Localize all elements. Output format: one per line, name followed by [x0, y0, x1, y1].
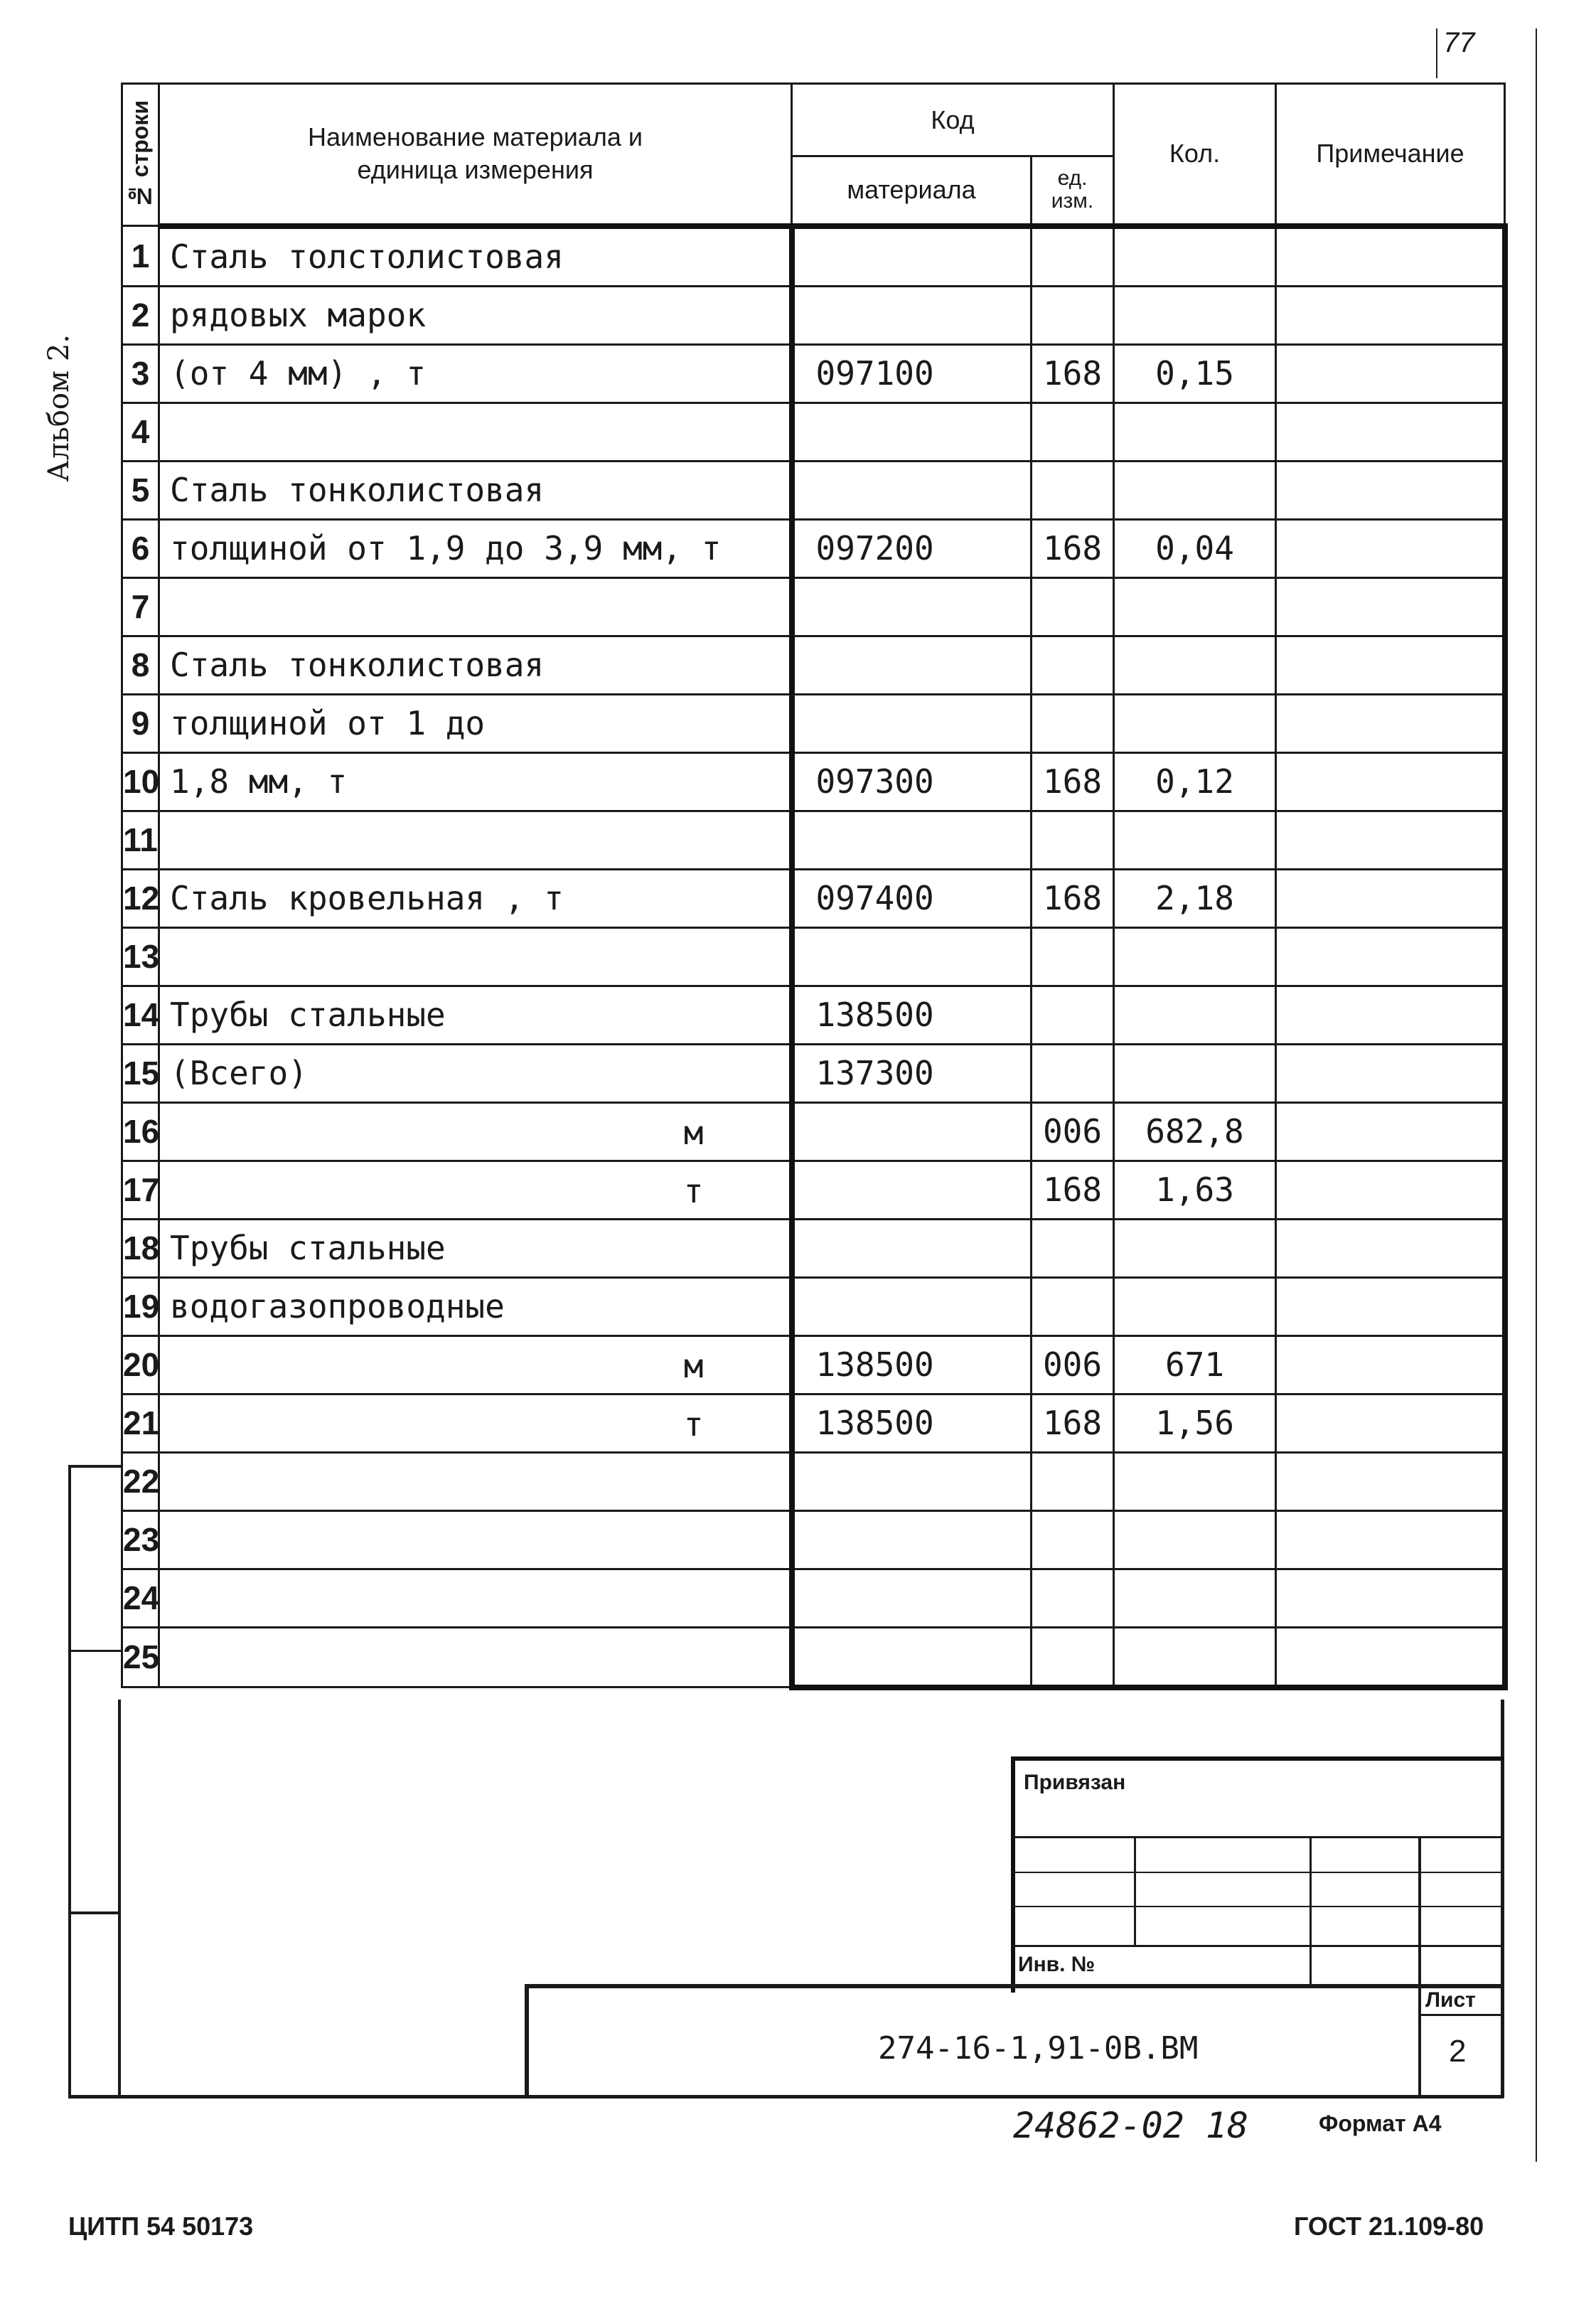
- note: [1276, 1452, 1505, 1510]
- row-number: 6: [122, 519, 159, 577]
- row-number: 15: [122, 1044, 159, 1102]
- material-name: Трубы стальные: [159, 986, 792, 1044]
- material-code: 097200: [792, 519, 1032, 577]
- material-name: Сталь тонколистовая: [159, 461, 792, 519]
- row-number: 10: [122, 752, 159, 811]
- row-number: 3: [122, 344, 159, 402]
- material-code: 097400: [792, 869, 1032, 927]
- unit-code: 168: [1032, 752, 1114, 811]
- stamp-line-3: [1011, 1906, 1504, 1907]
- unit-code: [1032, 986, 1114, 1044]
- table-row: [122, 1277, 1505, 1335]
- unit-code: 006: [1032, 1102, 1114, 1161]
- note: [1276, 811, 1505, 869]
- material-code: [792, 1219, 1032, 1277]
- stamp-line-2: [1011, 1872, 1504, 1873]
- corner-number: 77: [1443, 27, 1475, 58]
- row-number: 11: [122, 811, 159, 869]
- material-code: [792, 1569, 1032, 1627]
- quantity: 0,15: [1114, 344, 1276, 402]
- stamp-vline-3: [1418, 1836, 1421, 2098]
- unit-letter: м: [683, 1346, 704, 1385]
- unit-letter: м: [683, 1113, 704, 1152]
- header-note: Примечание: [1276, 84, 1505, 226]
- material-name: [159, 811, 792, 869]
- material-name: толщиной от 1 до: [159, 694, 792, 752]
- header-row-number: № строки: [122, 84, 159, 226]
- quantity: 682,8: [1114, 1102, 1276, 1161]
- unit-code: [1032, 577, 1114, 636]
- material-code: [792, 461, 1032, 519]
- quantity: [1114, 286, 1276, 344]
- header-qty: Кол.: [1114, 84, 1276, 226]
- note: [1276, 402, 1505, 461]
- stamp-vline-2: [1310, 1836, 1312, 1985]
- material-name: [159, 1569, 792, 1627]
- table-row: [122, 811, 1505, 869]
- row-number: 21: [122, 1394, 159, 1452]
- left-strip-line: [68, 1465, 71, 2098]
- sheet-label: Лист: [1425, 1988, 1476, 2012]
- material-code: [792, 694, 1032, 752]
- material-code: 097300: [792, 752, 1032, 811]
- row-number: 2: [122, 286, 159, 344]
- quantity: [1114, 226, 1276, 287]
- quantity: [1114, 694, 1276, 752]
- quantity: 1,56: [1114, 1394, 1276, 1452]
- material-code: 138500: [792, 1394, 1032, 1452]
- note: [1276, 1627, 1505, 1687]
- document-code: 274-16-1,91-0В.ВМ: [878, 2030, 1199, 2067]
- material-code: [792, 226, 1032, 287]
- table-row: [122, 1102, 1505, 1161]
- sheet-divider: [1418, 2014, 1504, 2016]
- material-code: [792, 1452, 1032, 1510]
- stamp-line-1: [1011, 1836, 1504, 1838]
- material-name: 1,8 мм, т: [159, 752, 792, 811]
- material-code: [792, 402, 1032, 461]
- row-number: 17: [122, 1161, 159, 1219]
- quantity: 1,63: [1114, 1161, 1276, 1219]
- album-label: Альбом 2.: [43, 334, 75, 482]
- table-row: [122, 461, 1505, 519]
- note: [1276, 1394, 1505, 1452]
- unit-code: 168: [1032, 1394, 1114, 1452]
- note: [1276, 286, 1505, 344]
- row-number: 19: [122, 1277, 159, 1335]
- row-number: 25: [122, 1627, 159, 1687]
- material-name: (Всего): [159, 1044, 792, 1102]
- footer-left-code: ЦИТП 54 50173: [68, 2212, 254, 2241]
- material-name: [159, 927, 792, 986]
- material-name: [159, 1161, 792, 1219]
- note: [1276, 1569, 1505, 1627]
- table-row: [122, 226, 1505, 287]
- unit-code: [1032, 1044, 1114, 1102]
- note: [1276, 577, 1505, 636]
- material-name: толщиной от 1,9 до 3,9 мм, т: [159, 519, 792, 577]
- right-frame-line: [1536, 28, 1537, 2162]
- table-row: [122, 1044, 1505, 1102]
- material-name: [159, 577, 792, 636]
- material-name: Сталь тонколистовая: [159, 636, 792, 694]
- material-code: [792, 927, 1032, 986]
- title-block-left: [525, 1984, 529, 2098]
- material-code: [792, 1627, 1032, 1687]
- footer-right-code: ГОСТ 21.109-80: [1294, 2212, 1484, 2241]
- material-name: [159, 1394, 792, 1452]
- corner-frame-line: [1436, 28, 1437, 78]
- table-row: [122, 869, 1505, 927]
- quantity: [1114, 1219, 1276, 1277]
- row-number: 4: [122, 402, 159, 461]
- note: [1276, 1161, 1505, 1219]
- quantity: 671: [1114, 1335, 1276, 1394]
- table-row: [122, 694, 1505, 752]
- left-strip-top: [68, 1465, 121, 1468]
- unit-code: [1032, 1569, 1114, 1627]
- unit-code: 006: [1032, 1335, 1114, 1394]
- row-number: 22: [122, 1452, 159, 1510]
- quantity: 0,12: [1114, 752, 1276, 811]
- row-number: 16: [122, 1102, 159, 1161]
- unit-code: [1032, 1452, 1114, 1510]
- quantity: [1114, 927, 1276, 986]
- note: [1276, 1044, 1505, 1102]
- table-row: [122, 1510, 1505, 1569]
- unit-code: [1032, 286, 1114, 344]
- row-number: 24: [122, 1569, 159, 1627]
- material-name: [159, 1335, 792, 1394]
- quantity: 0,04: [1114, 519, 1276, 577]
- binding-label: Привязан: [1024, 1771, 1126, 1794]
- row-number: 23: [122, 1510, 159, 1569]
- unit-code: [1032, 1219, 1114, 1277]
- material-code: [792, 636, 1032, 694]
- material-name: Трубы стальные: [159, 1219, 792, 1277]
- material-code: 138500: [792, 986, 1032, 1044]
- quantity: [1114, 1452, 1276, 1510]
- material-name: [159, 1627, 792, 1687]
- row-number: 18: [122, 1219, 159, 1277]
- material-name: Сталь кровельная , т: [159, 869, 792, 927]
- quantity: [1114, 1627, 1276, 1687]
- note: [1276, 226, 1505, 287]
- table-row: [122, 286, 1505, 344]
- quantity: [1114, 1569, 1276, 1627]
- material-name: [159, 402, 792, 461]
- quantity: [1114, 577, 1276, 636]
- unit-code: [1032, 927, 1114, 986]
- quantity: [1114, 986, 1276, 1044]
- unit-code: [1032, 636, 1114, 694]
- unit-code: [1032, 1510, 1114, 1569]
- table-row: [122, 519, 1505, 577]
- note: [1276, 1335, 1505, 1394]
- unit-code: [1032, 461, 1114, 519]
- table-row: [122, 1627, 1505, 1687]
- unit-letter: т: [683, 1404, 704, 1444]
- note: [1276, 986, 1505, 1044]
- unit-code: 168: [1032, 1161, 1114, 1219]
- stamp-vline-1: [1134, 1836, 1136, 1945]
- material-code: [792, 1102, 1032, 1161]
- material-name: [159, 1510, 792, 1569]
- unit-code: [1032, 226, 1114, 287]
- row-number: 5: [122, 461, 159, 519]
- material-code: [792, 811, 1032, 869]
- quantity: [1114, 461, 1276, 519]
- note: [1276, 694, 1505, 752]
- format-label: Формат А4: [1319, 2111, 1442, 2136]
- table-row: [122, 636, 1505, 694]
- table-row: [122, 1219, 1505, 1277]
- table-row: [122, 402, 1505, 461]
- row-number: 9: [122, 694, 159, 752]
- sheet-number: 2: [1449, 2034, 1467, 2069]
- note: [1276, 461, 1505, 519]
- table-row: [122, 577, 1505, 636]
- note: [1276, 636, 1505, 694]
- handwritten-number: 24862-02 18: [1013, 2105, 1249, 2146]
- table-row: [122, 1161, 1505, 1219]
- frame-left-line: [118, 1700, 121, 2098]
- row-number: 8: [122, 636, 159, 694]
- material-code: [792, 286, 1032, 344]
- quantity: 2,18: [1114, 869, 1276, 927]
- note: [1276, 1219, 1505, 1277]
- quantity: [1114, 1277, 1276, 1335]
- material-name: (от 4 мм) , т: [159, 344, 792, 402]
- unit-code: [1032, 1277, 1114, 1335]
- frame-bottom-line: [68, 2095, 1504, 2099]
- unit-code: 168: [1032, 344, 1114, 402]
- material-code: [792, 1161, 1032, 1219]
- quantity: [1114, 1510, 1276, 1569]
- material-name: [159, 1102, 792, 1161]
- stamp-line-4: [1011, 1945, 1504, 1947]
- note: [1276, 927, 1505, 986]
- table-row: [122, 927, 1505, 986]
- table-row: [122, 1335, 1505, 1394]
- table-row: [122, 752, 1505, 811]
- material-name: [159, 1452, 792, 1510]
- table-row: [122, 1452, 1505, 1510]
- note: [1276, 1277, 1505, 1335]
- material-code: [792, 1277, 1032, 1335]
- row-number: 7: [122, 577, 159, 636]
- material-code: [792, 1510, 1032, 1569]
- material-name: Сталь толстолистовая: [159, 226, 792, 287]
- header-name: Наименование материала и единица измерения: [159, 84, 792, 226]
- note: [1276, 1510, 1505, 1569]
- title-block-top: [525, 1984, 1504, 1988]
- header-code-material: материала: [792, 156, 1032, 226]
- unit-letter: т: [683, 1171, 704, 1210]
- material-code: 097100: [792, 344, 1032, 402]
- unit-code: [1032, 811, 1114, 869]
- header-code-unit: ед. изм.: [1032, 156, 1114, 226]
- unit-code: [1032, 402, 1114, 461]
- quantity: [1114, 402, 1276, 461]
- left-strip-divider: [68, 1650, 121, 1652]
- row-number: 1: [122, 226, 159, 287]
- material-name: водогазопроводные: [159, 1277, 792, 1335]
- quantity: [1114, 636, 1276, 694]
- material-name: рядовых марок: [159, 286, 792, 344]
- table-row: [122, 1569, 1505, 1627]
- table-row: [122, 344, 1505, 402]
- unit-code: [1032, 694, 1114, 752]
- unit-code: [1032, 1627, 1114, 1687]
- quantity: [1114, 1044, 1276, 1102]
- left-strip-divider-2: [68, 1911, 121, 1914]
- materials-table: [121, 82, 1508, 1690]
- row-number: 20: [122, 1335, 159, 1394]
- note: [1276, 752, 1505, 811]
- note: [1276, 519, 1505, 577]
- unit-code: 168: [1032, 869, 1114, 927]
- quantity: [1114, 811, 1276, 869]
- table-row: [122, 1394, 1505, 1452]
- material-code: [792, 577, 1032, 636]
- table-row: [122, 986, 1505, 1044]
- note: [1276, 344, 1505, 402]
- row-number: 13: [122, 927, 159, 986]
- unit-code: 168: [1032, 519, 1114, 577]
- material-code: 138500: [792, 1335, 1032, 1394]
- note: [1276, 869, 1505, 927]
- inventory-label: Инв. №: [1018, 1953, 1096, 1976]
- row-number: 12: [122, 869, 159, 927]
- header-code: Код: [792, 84, 1114, 156]
- material-code: 137300: [792, 1044, 1032, 1102]
- row-number: 14: [122, 986, 159, 1044]
- note: [1276, 1102, 1505, 1161]
